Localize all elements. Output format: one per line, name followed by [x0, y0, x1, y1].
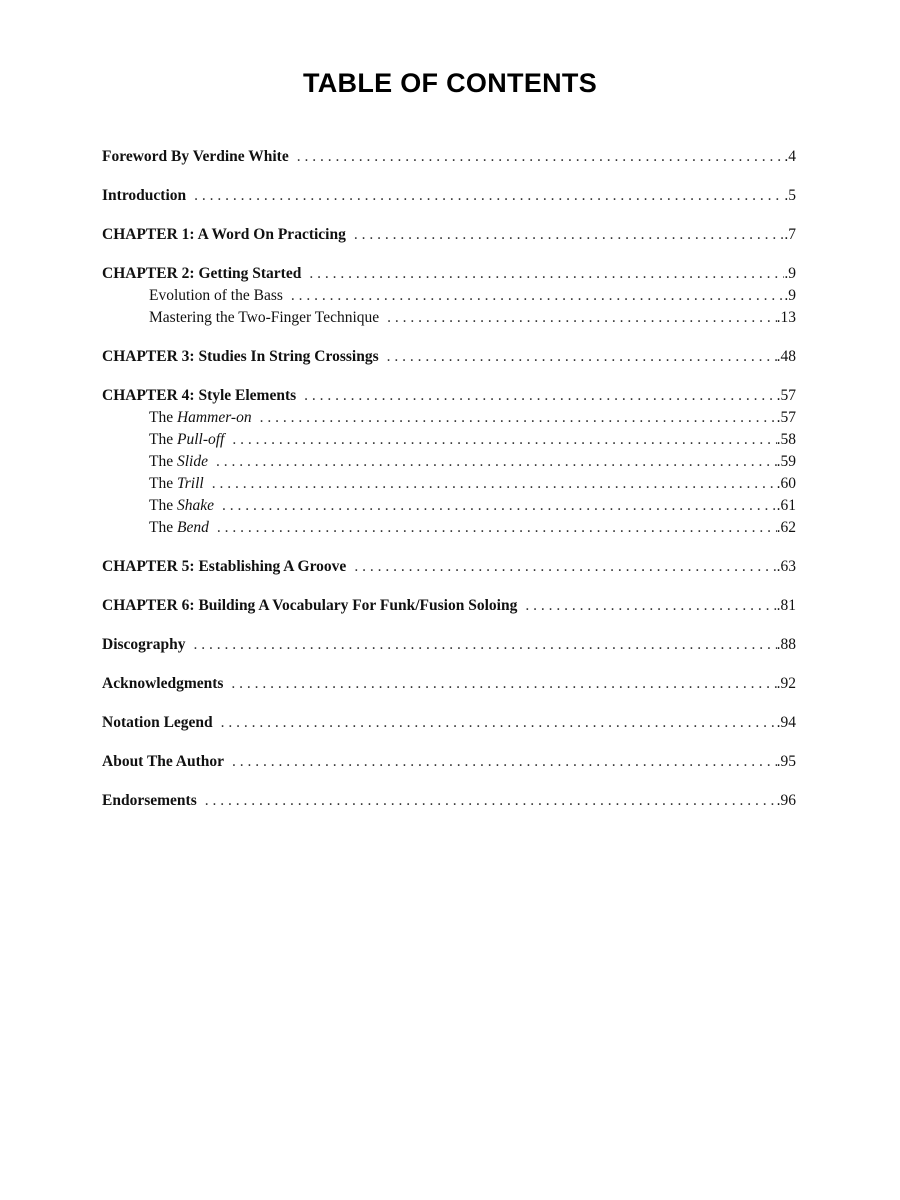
subentry-italic-term: Shake [176, 497, 214, 514]
dot-leader [525, 595, 776, 617]
subentry-italic-term: Slide [176, 453, 208, 470]
toc-page-number: .48 [776, 348, 796, 365]
dot-leader [354, 224, 785, 246]
toc-entry[interactable] [102, 146, 796, 168]
dot-leader [232, 751, 777, 773]
toc-entry[interactable] [102, 673, 796, 695]
dot-leader [304, 385, 776, 407]
toc-subentry[interactable] [102, 285, 796, 307]
toc-section [102, 385, 796, 539]
toc-page-number: .61 [776, 497, 796, 514]
subentry-prefix: The [149, 497, 177, 514]
toc-page-number: .94 [776, 714, 796, 731]
dot-leader [291, 285, 784, 307]
toc-page-number: .4 [784, 148, 796, 165]
subentry-italic-term: Bend [176, 519, 209, 536]
toc-subentry-label [149, 451, 216, 473]
toc-entry[interactable] [102, 263, 796, 285]
toc-entry[interactable] [102, 224, 796, 246]
toc-subentry-label [149, 307, 387, 329]
toc-subentry-label [149, 429, 232, 451]
toc-section [102, 790, 796, 812]
toc-subentry[interactable] [102, 451, 796, 473]
dot-leader [387, 307, 776, 329]
toc-entry-label: CHAPTER 4: Style Elements [102, 387, 297, 404]
toc-subentry[interactable] [102, 517, 796, 539]
subentry-text: Mastering the Two-Finger Technique [149, 309, 380, 326]
toc-entry-label: Acknowledgments [102, 675, 224, 692]
toc-subentry[interactable] [102, 473, 796, 495]
toc-page-number: .7 [784, 226, 796, 243]
toc-subentry[interactable] [102, 495, 796, 517]
dot-leader [231, 673, 776, 695]
toc-subentry-label [149, 285, 291, 307]
dot-leader [260, 407, 777, 429]
toc-entry[interactable] [102, 385, 796, 407]
toc-page-number: .57 [776, 387, 796, 404]
toc-subentry[interactable] [102, 429, 796, 451]
toc-entry[interactable] [102, 346, 796, 368]
toc-page-number: .63 [776, 558, 796, 575]
toc-subentry-label [149, 517, 217, 539]
toc-subentry[interactable] [102, 307, 796, 329]
toc-entry-label: Endorsements [102, 792, 197, 809]
dot-leader [216, 451, 777, 473]
toc-page-number: .58 [776, 431, 796, 448]
dot-leader [354, 556, 776, 578]
toc-entry-label: CHAPTER 3: Studies In String Crossings [102, 348, 379, 365]
toc-page-number: .92 [776, 675, 796, 692]
toc-page-number: .88 [776, 636, 796, 653]
toc-section [102, 224, 796, 246]
toc-section [102, 556, 796, 578]
toc-page-number: .5 [784, 187, 796, 204]
subentry-prefix: The [149, 519, 177, 536]
toc-page-number: .60 [776, 475, 796, 492]
toc-subentry-label [149, 473, 212, 495]
toc-entry-label: CHAPTER 1: A Word On Practicing [102, 226, 346, 243]
dot-leader [194, 185, 784, 207]
dot-leader [297, 146, 785, 168]
toc-page-number: .9 [784, 265, 796, 282]
toc-page-number: .81 [776, 597, 796, 614]
dot-leader [221, 712, 777, 734]
toc-section [102, 595, 796, 617]
toc-entry-label: Notation Legend [102, 714, 213, 731]
toc-entry-label: Foreword By Verdine White [102, 148, 289, 165]
subentry-prefix: The [149, 453, 177, 470]
toc-section [102, 263, 796, 329]
toc-list [102, 146, 796, 829]
dot-leader [232, 429, 776, 451]
dot-leader [194, 634, 777, 656]
toc-entry-label: CHAPTER 2: Getting Started [102, 265, 302, 282]
subentry-prefix: The [149, 475, 177, 492]
toc-entry-label: CHAPTER 5: Establishing A Groove [102, 558, 347, 575]
dot-leader [212, 473, 777, 495]
dot-leader [205, 790, 777, 812]
toc-page-number: .59 [776, 453, 796, 470]
toc-section [102, 346, 796, 368]
toc-entry-label: Introduction [102, 187, 187, 204]
toc-section [102, 634, 796, 656]
subentry-prefix: The [149, 431, 177, 448]
toc-entry[interactable] [102, 751, 796, 773]
toc-page-number: .95 [776, 753, 796, 770]
toc-section [102, 185, 796, 207]
toc-section [102, 673, 796, 695]
dot-leader [217, 517, 777, 539]
toc-page-number: .96 [776, 792, 796, 809]
toc-entry[interactable] [102, 595, 796, 617]
toc-entry[interactable] [102, 712, 796, 734]
toc-entry-label: About The Author [102, 753, 225, 770]
toc-page-number: .62 [776, 519, 796, 536]
subentry-text: Evolution of the Bass [149, 287, 283, 304]
subentry-italic-term: Trill [176, 475, 204, 492]
toc-subentry-label [149, 495, 222, 517]
toc-entry[interactable] [102, 790, 796, 812]
toc-entry[interactable] [102, 634, 796, 656]
toc-page-number: .13 [776, 309, 796, 326]
toc-subentry[interactable] [102, 407, 796, 429]
toc-section [102, 712, 796, 734]
toc-page-number: .9 [784, 287, 796, 304]
subentry-italic-term: Pull-off [176, 431, 225, 448]
page-title: TABLE OF CONTENTS [302, 68, 598, 98]
dot-leader [387, 346, 777, 368]
dot-leader [222, 495, 777, 517]
subentry-italic-term: Hammer-on [176, 409, 252, 426]
toc-entry-label: CHAPTER 6: Building A Vocabulary For Funk/Fusion Soloing [102, 597, 518, 614]
subentry-prefix: The [149, 409, 177, 426]
toc-entry[interactable] [102, 556, 796, 578]
toc-entry[interactable] [102, 185, 796, 207]
toc-subentry-label [149, 407, 260, 429]
dot-leader [309, 263, 784, 285]
toc-page-number: .57 [776, 409, 796, 426]
toc-section [102, 146, 796, 168]
toc-entry-label: Discography [102, 636, 186, 653]
toc-section [102, 751, 796, 773]
